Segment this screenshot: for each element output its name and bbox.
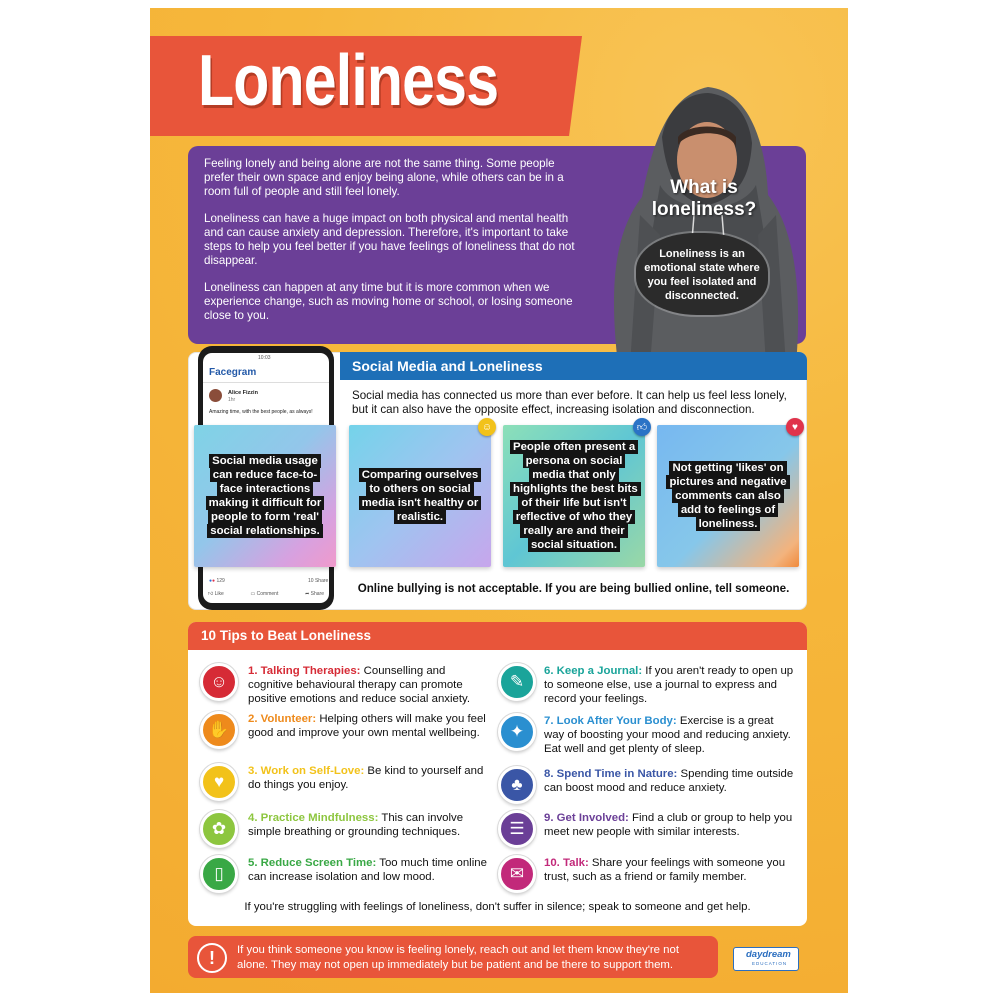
tip-title: 5. Reduce Screen Time: <box>248 857 377 869</box>
tip-item <box>544 714 794 756</box>
tip-body: Share your feelings with someone you trust, such as a friend or family member. <box>544 857 786 883</box>
card-text: Comparing ourselves to others on social media isn't healthy or realistic. <box>359 468 482 524</box>
alert-text: If you think someone you know is feeling lonely, reach out and let them know they're not alone. They may not open up immediately but be patient and be there to support them. <box>237 944 680 971</box>
reaction-count: 129 <box>216 578 225 584</box>
tip-title: 4. Practice Mindfulness: <box>248 812 379 824</box>
share-icon: ➦ <box>305 591 310 597</box>
tip-body: Be kind to yourself and do things you enjoy. <box>248 765 484 791</box>
phone-post-text: Amazing time, with the best people, as always! <box>209 409 313 415</box>
social-media-footer: Online bullying is not acceptable. If you are being bullied online, tell someone. <box>357 582 790 595</box>
intro-text <box>204 157 579 336</box>
intro-paragraph: Loneliness can have a huge impact on both physical and mental health and can cause anxiety and depression. Therefore, it's important to take steps to help you feel better if you have feelings of loneliness that do not disappear. <box>204 212 575 267</box>
tip-title: 1. Talking Therapies: <box>248 665 361 677</box>
tip-title: 2. Volunteer: <box>248 713 317 725</box>
intro-paragraph: Feeling lonely and being alone are not the same thing. Some people prefer their own space and enjoy being alone, while others can be in a room full of people and still feel lonely. <box>204 157 564 198</box>
like-label: Like <box>214 591 224 597</box>
social-media-card-text <box>194 425 336 567</box>
running-icon: ✦ <box>498 713 536 751</box>
talking-icon: ☺ <box>200 663 238 701</box>
journal-icon: ✎ <box>498 663 536 701</box>
social-media-intro: Social media has connected us more than ever before. It can help us feel less lonely, but it can also have the opposite effect, increasing isolation and disconnection. <box>352 389 787 416</box>
smile-badge-icon: ☺ <box>478 418 496 436</box>
phone-actions <box>208 591 324 597</box>
like-badge-icon: 👍︎ <box>633 418 651 436</box>
social-media-card-text <box>349 425 491 567</box>
phone-icon: ▯ <box>200 855 238 893</box>
phone-status-time: 10:03 <box>258 355 271 361</box>
intro-paragraph: Loneliness can happen at any time but it is more common when we experience change, such as moving home or school, or losing someone close to you. <box>204 281 573 322</box>
heart-badge-icon: ♥ <box>786 418 804 436</box>
phone-app-name: Facegram <box>209 367 257 378</box>
tip-body: If you aren't ready to open up to someone else, use a journal to express and record your feelings. <box>544 665 794 705</box>
phone-reaction-count <box>209 578 225 584</box>
heart-icon: ♥ <box>200 763 238 801</box>
tip-title: 10. Talk: <box>544 857 589 869</box>
like-action[interactable] <box>208 591 224 597</box>
tip-body: Exercise is a great way of boosting your mood and reducing anxiety. Eat well and get plenty of sleep. <box>544 715 791 755</box>
tip-item <box>248 764 488 792</box>
phone-user-name: Alice Fizzin <box>228 390 258 396</box>
logo-name: daydream <box>746 949 791 960</box>
tip-body: This can involve simple breathing or grounding techniques. <box>248 812 464 838</box>
tip-title: 3. Work on Self-Love: <box>248 765 365 777</box>
avatar <box>209 389 222 402</box>
phone-share-count: 10 Share <box>308 578 329 584</box>
tips-footer: If you're struggling with feelings of loneliness, don't suffer in silence; speak to someone and get help. <box>244 901 751 913</box>
tip-item <box>248 856 488 884</box>
tip-body: Counselling and cognitive behavioural therapy can promote positive emotions and reduce social anxiety. <box>248 665 471 705</box>
tip-body: Too much time online can increase isolation and low mood. <box>248 857 487 883</box>
share-action[interactable] <box>305 591 324 597</box>
tip-title: 7. Look After Your Body: <box>544 715 677 727</box>
what-is-heading: What is loneliness? <box>651 177 757 220</box>
phone-post-time: 1hr <box>228 397 236 403</box>
divider <box>203 382 329 383</box>
tip-item <box>544 811 794 839</box>
comment-icon: ▭ <box>250 591 256 597</box>
tip-item <box>544 856 794 884</box>
comment-label: Comment <box>256 591 279 597</box>
tip-item <box>248 811 488 839</box>
social-media-heading: Social Media and Loneliness <box>352 358 543 374</box>
tip-item <box>544 767 794 795</box>
share-label: Share <box>310 591 324 597</box>
tree-icon: ♣ <box>498 766 536 804</box>
tip-item <box>248 712 488 740</box>
logo-subtitle: EDUCATION <box>752 961 788 966</box>
brain-icon: ✿ <box>200 810 238 848</box>
card-text: People often present a persona on social media that only highlights the best bits of their life but isn't reflective of who they really are and their social situation. <box>510 440 641 552</box>
social-media-card-text <box>657 425 799 567</box>
tip-body: Helping others will make you feel good and improve your own mental wellbeing. <box>248 713 486 739</box>
group-icon: ☰ <box>498 810 536 848</box>
card-text: Social media usage can reduce face-to-face interactions making it difficult for people to form 'real' social relationships. <box>206 454 325 538</box>
hand-icon: ✋ <box>200 711 238 749</box>
reaction-icon: ● <box>212 578 216 584</box>
exclamation-icon: ! <box>197 943 227 973</box>
social-media-card-text <box>503 425 645 567</box>
comment-action[interactable] <box>251 591 279 597</box>
page-title: Loneliness <box>198 41 499 121</box>
tip-title: 9. Get Involved: <box>544 812 629 824</box>
tip-item <box>248 664 488 706</box>
card-text: Not getting 'likes' on pictures and negative comments can also add to feelings of loneliness. <box>666 461 789 531</box>
tips-heading: 10 Tips to Beat Loneliness <box>201 628 372 643</box>
speech-icon: ✉ <box>498 855 536 893</box>
thumbs-up-icon: 👍︎ <box>208 591 214 597</box>
definition-text: Loneliness is an emotional state where you feel isolated and disconnected. <box>644 248 760 302</box>
tip-item <box>544 664 794 706</box>
tip-title: 8. Spend Time in Nature: <box>544 768 678 780</box>
tip-title: 6. Keep a Journal: <box>544 665 643 677</box>
tip-body: Spending time outside can boost mood and reduce anxiety. <box>544 768 794 794</box>
reaction-icon: ● <box>209 578 213 584</box>
tip-body: Find a club or group to help you meet new people with similar interests. <box>544 812 793 838</box>
